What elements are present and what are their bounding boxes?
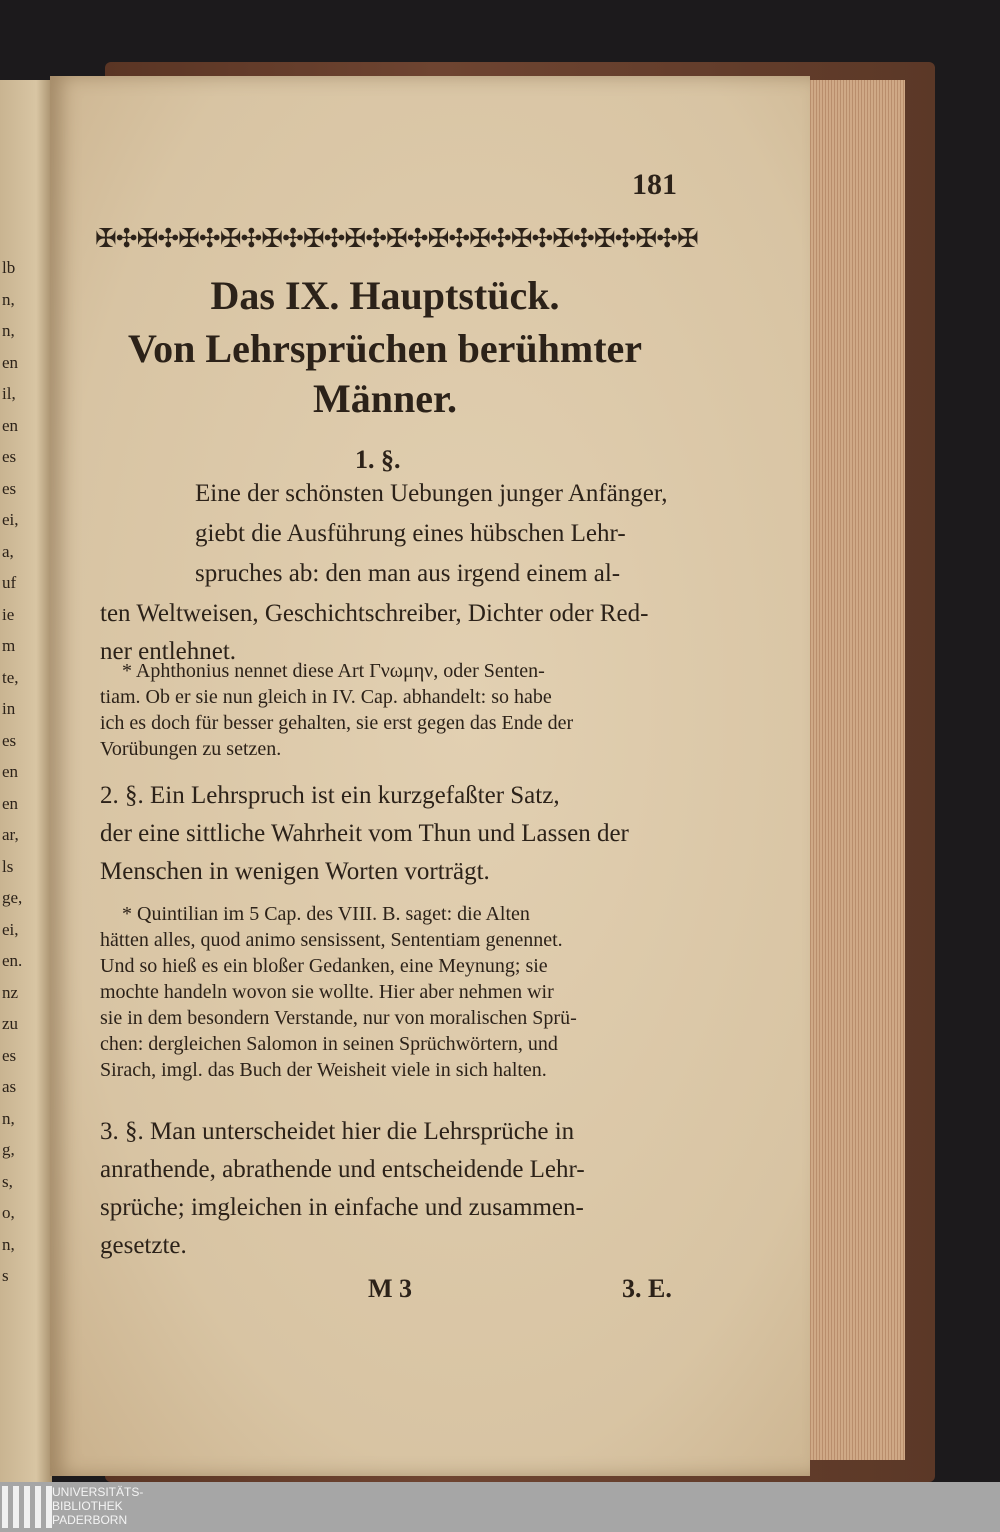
paragraph-3-line: 3. §. Man unterscheidet hier die Lehrsprüche in — [100, 1118, 575, 1145]
chapter-subtitle: Von Lehrsprüchen berühmter — [127, 326, 643, 371]
left-page-margin-fragment: ar, — [2, 825, 19, 844]
left-page-margin-fragment: as — [2, 1077, 17, 1096]
left-page-margin-fragment: ie — [2, 604, 15, 624]
paragraph-3-line: sprüche; imgleichen in einfache und zusammen- — [100, 1194, 584, 1221]
footnote-1-line: tiam. Ob er sie nun gleich in IV. Cap. abhandelt: so habe — [100, 686, 552, 708]
footnote-2-line: Und so hieß es ein bloßer Gedanken, eine Meynung; sie — [100, 955, 548, 977]
left-page-margin-fragment: en — [2, 793, 19, 813]
left-page-margin-fragment: s, — [2, 1171, 13, 1191]
left-page-margin-fragment: il, — [2, 384, 16, 403]
left-page-margin-fragment: ei, — [2, 510, 19, 529]
paragraph-1-line: giebt die Ausführung eines hübschen Lehr- — [195, 520, 626, 547]
left-page-margin-fragment: lb — [2, 258, 16, 277]
left-page-margin-fragment: en. — [2, 951, 23, 970]
left-page-margin-fragment: ei, — [2, 919, 19, 939]
footnote-2-line: hätten alles, quod animo sensissent, Sententiam genennet. — [100, 929, 563, 951]
left-page-margin-fragment: in — [2, 699, 16, 718]
footnote-2-line: sie in dem besondern Verstande, nur von moralischen Sprü- — [100, 1007, 577, 1029]
footnote-2-line: Sirach, imgl. das Buch der Weisheit viele in sich halten. — [100, 1059, 547, 1081]
library-logo-text — [52, 1485, 143, 1527]
ornament-rule: ✠✣✠✣✠✣✠✣✠✣✠✣✠✣✠✣✠✣✠✣✠✣✠✣✠✣✠✣✠ — [95, 224, 698, 253]
left-page-margin-fragment: g, — [2, 1140, 15, 1159]
left-page-margin-fragment: ge, — [2, 888, 23, 907]
left-page-margin-fragment: en — [2, 415, 19, 435]
paragraph-2-line: der eine sittliche Wahrheit vom Thun und Lassen der — [100, 820, 629, 847]
footnote-2-line: * Quintilian im 5 Cap. des VIII. B. saget: die Alten — [122, 903, 530, 925]
left-page-margin-fragment: en — [2, 762, 19, 781]
left-page-margin-fragment: te, — [2, 667, 19, 687]
left-page-margin-fragment: s — [2, 1266, 9, 1285]
library-logo-icon — [2, 1486, 52, 1528]
left-page-margin-fragment: en — [2, 352, 19, 372]
chapter-subtitle-cont: Männer. — [312, 376, 458, 421]
paragraph-1-line: Eine der schönsten Uebungen junger Anfänger, — [195, 480, 668, 507]
logo-line: UNIVERSITÄTS- — [52, 1485, 144, 1499]
page-number: 181 — [632, 168, 677, 201]
left-page-margin-fragment: n, — [2, 1108, 15, 1128]
left-page-margin-fragment: o, — [2, 1203, 15, 1222]
catchword: 3. E. — [622, 1274, 672, 1303]
paragraph-2-line: 2. §. Ein Lehrspruch ist ein kurzgefaßter Satz, — [100, 782, 560, 809]
left-page-margin-fragment: ls — [2, 856, 14, 876]
paragraph-3-line: gesetzte. — [100, 1232, 187, 1259]
signature-mark: M 3 — [368, 1274, 413, 1303]
logo-line: PADERBORN — [52, 1513, 128, 1527]
left-page-margin-fragment: es — [2, 478, 17, 498]
chapter-title: Das IX. Hauptstück. — [210, 273, 560, 318]
paragraph-1-line: ner entlehnet. — [100, 638, 237, 665]
footnote-2-line: mochte handeln wovon sie wollte. Hier aber nehmen wir — [100, 981, 554, 1003]
left-page-margin-fragment: zu — [2, 1014, 19, 1033]
footnote-1-line: Vorübungen zu setzen. — [100, 738, 282, 760]
library-footer-bar — [0, 1482, 1000, 1532]
left-page-margin-fragment: es — [2, 1045, 17, 1065]
left-page-margin-fragment: n, — [2, 289, 15, 309]
paragraph-2-line: Menschen in wenigen Worten vorträgt. — [100, 858, 490, 885]
left-page-margin-fragment: nz — [2, 982, 19, 1002]
left-page-margin-fragment: m — [2, 636, 16, 655]
footnote-1-line: ich es doch für besser gehalten, sie erst gegen das Ende der — [100, 712, 574, 734]
paragraph-1-line: spruches ab: den man aus irgend einem al- — [195, 560, 621, 587]
left-page-margin-fragment: es — [2, 730, 17, 750]
left-page-margin-fragment: n, — [2, 1234, 15, 1254]
left-page-margin-fragment: n, — [2, 321, 15, 340]
paragraph-1-line: ten Weltweisen, Geschichtschreiber, Dichter oder Red- — [100, 600, 649, 627]
left-page-margin-fragment: a, — [2, 541, 14, 561]
logo-line: BIBLIOTHEK — [52, 1499, 123, 1513]
section-heading: 1. §. — [355, 445, 401, 474]
left-page-margin-fragment: uf — [2, 573, 17, 592]
page-edges — [805, 80, 905, 1460]
footnote-1-line: * Aphthonius nennet diese Art Γνωμην, oder Senten- — [122, 660, 545, 682]
paragraph-3-line: anrathende, abrathende und entscheidende Lehr- — [100, 1156, 585, 1183]
left-page-margin-fragment: es — [2, 447, 17, 466]
footnote-2-line: chen: dergleichen Salomon in seinen Sprüchwörtern, und — [100, 1033, 558, 1055]
